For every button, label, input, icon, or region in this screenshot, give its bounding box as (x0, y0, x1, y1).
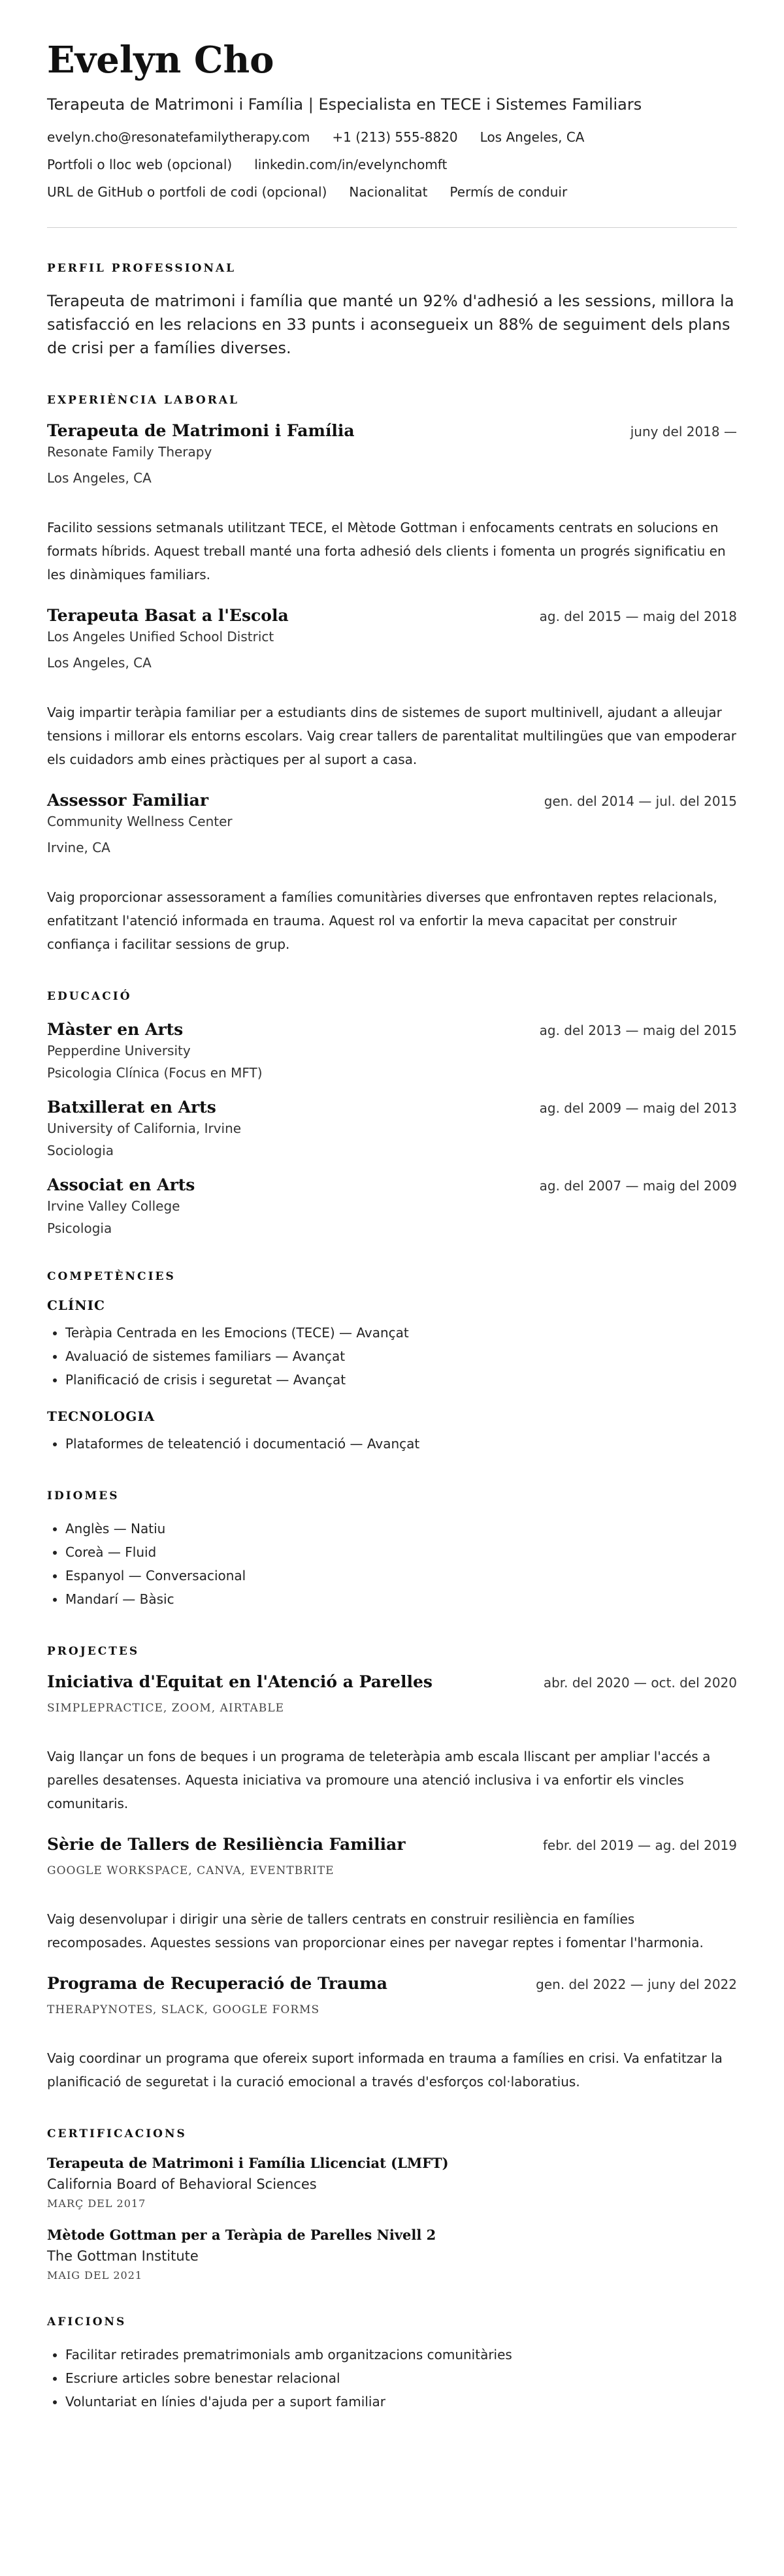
skill-item: • Avaluació de sistemes familiars — Avançat (65, 1344, 737, 1368)
headline: Terapeuta de Matrimoni i Família | Especialista en TECE i Sistemes Familiars (47, 95, 642, 114)
certifications-section (47, 2127, 737, 2282)
project-description: Vaig coordinar un programa que ofereix suport informada en trauma a famílies en crisi. Va enfatitzar la planificació de seguretat i la curació emocional a través d'esforços col·laboratius. (47, 2050, 723, 2090)
education-school: Irvine Valley College (47, 1198, 180, 1214)
project-name: Iniciativa d'Equitat en l'Atenció a Parelles (47, 1672, 433, 1691)
experience-description: Vaig proporcionar assessorament a famílies comunitàries diverses que enfrontaven reptes relacionals, enfatitzant l'atenció informada en trauma. Aquest rol va enfortir la meva capacitat per construir confiança i facilitar sessions de grup. (47, 889, 717, 952)
education-degree: Batxillerat en Arts (47, 1098, 216, 1117)
contact-row-3 (47, 184, 737, 200)
skill-group-clinical (47, 1297, 737, 1391)
header-divider (47, 227, 737, 228)
certifications-title: CERTIFICACIONS (47, 2127, 187, 2140)
experience-org: Los Angeles Unified School District (47, 629, 274, 644)
certification-date: MAIG DEL 2021 (47, 2269, 143, 2282)
skill-list (47, 1432, 737, 1455)
certification-date: MARÇ DEL 2017 (47, 2197, 146, 2210)
education-date: ag. del 2009 — maig del 2013 (539, 1100, 737, 1116)
certification-issuer: California Board of Behavioral Sciences (47, 2176, 317, 2192)
contact-driving-license: Permís de conduir (449, 184, 568, 200)
resume-header (47, 0, 737, 228)
languages-section (47, 1489, 737, 1611)
skill-item: • Teràpia Centrada en les Emocions (TECE) — Avançat (65, 1321, 737, 1344)
experience-entry (47, 606, 737, 771)
languages-title: IDIOMES (47, 1489, 120, 1503)
contact-location: Los Angeles, CA (480, 129, 585, 145)
experience-date: gen. del 2014 — jul. del 2015 (544, 793, 737, 809)
education-degree: Associat en Arts (47, 1175, 195, 1194)
skill-group-technology (47, 1408, 737, 1455)
project-tech: SIMPLEPRACTICE, ZOOM, AIRTABLE (47, 1702, 284, 1715)
project-entry (47, 1672, 737, 1815)
education-entry (47, 1175, 737, 1236)
experience-description: Vaig impartir teràpia familiar per a estudiants dins de sistemes de suport multinivell, ajudant a alleujar tensions i millorar els entorns escolars. Vaig crear tallers de parentalitat multilingües que van empoderar els cuidadors amb eines pràctiques per al suport a casa. (47, 705, 736, 767)
experience-location: Irvine, CA (47, 840, 110, 855)
skill-item: • Planificació de crisis i seguretat — Avançat (65, 1368, 737, 1391)
project-entry (47, 1835, 737, 1954)
experience-description: Facilito sessions setmanals utilitzant TECE, el Mètode Gottman i enfocaments centrats en solucions en formats híbrids. Aquest treball manté una forta adhesió dels clients i fomenta un progrés significatiu en les dinàmiques familiars. (47, 520, 726, 582)
experience-org: Resonate Family Therapy (47, 444, 212, 460)
education-field: Sociologia (47, 1143, 114, 1158)
language-list (47, 1517, 737, 1611)
contact-phone[interactable]: +1 (213) 555-8820 (332, 129, 458, 145)
language-item: • Anglès — Natiu (65, 1517, 737, 1540)
experience-date: juny del 2018 — (630, 424, 737, 439)
skill-group-title: CLÍNIC (47, 1297, 105, 1313)
experience-location: Los Angeles, CA (47, 655, 152, 671)
experience-entry (47, 791, 737, 956)
experience-role: Terapeuta de Matrimoni i Família (47, 421, 355, 440)
hobbies-title: AFICIONS (47, 2315, 127, 2329)
certification-entry (47, 2155, 737, 2210)
education-field: Psicologia Clínica (Focus en MFT) (47, 1065, 263, 1081)
contact-linkedin[interactable]: linkedin.com/in/evelynchomft (254, 157, 448, 172)
project-date: febr. del 2019 — ag. del 2019 (542, 1837, 737, 1853)
experience-title: EXPERIÈNCIA LABORAL (47, 394, 239, 407)
education-title: EDUCACIÓ (47, 990, 132, 1003)
experience-role: Assessor Familiar (47, 791, 209, 810)
project-date: gen. del 2022 — juny del 2022 (536, 1977, 737, 1992)
project-date: abr. del 2020 — oct. del 2020 (543, 1675, 737, 1691)
project-tech: THERAPYNOTES, SLACK, GOOGLE FORMS (47, 2003, 320, 2016)
contact-row-1 (47, 129, 737, 145)
project-description: Vaig desenvolupar i dirigir una sèrie de tallers centrats en construir resiliència en famílies recomposades. Aquestes sessions van proporcionar eines per navegar reptes i fomentar l'harmonia. (47, 1911, 704, 1950)
project-name: Programa de Recuperació de Trauma (47, 1974, 387, 1993)
project-description: Vaig llançar un fons de beques i un programa de teleteràpia amb escala lliscant per ampliar l'accés a parelles desatenses. Aquesta iniciativa va promoure una atenció inclusiva i va enfortir els vincles comunitaris. (47, 1749, 711, 1811)
education-date: ag. del 2013 — maig del 2015 (539, 1023, 737, 1038)
experience-section (47, 394, 737, 956)
contact-github[interactable]: URL de GitHub o portfoli de codi (opcional) (47, 184, 327, 200)
skills-title: COMPETÈNCIES (47, 1270, 176, 1283)
summary-title: PERFIL PROFESSIONAL (47, 262, 237, 275)
hobby-item: • Facilitar retirades prematrimonials amb organitzacions comunitàries (65, 2343, 737, 2366)
hobby-item: • Escriure articles sobre benestar relacional (65, 2366, 737, 2390)
language-item: • Mandarí — Bàsic (65, 1587, 737, 1611)
experience-entry (47, 421, 737, 586)
education-degree: Màster en Arts (47, 1020, 184, 1039)
summary-text: Terapeuta de matrimoni i família que manté un 92% d'adhesió a les sessions, millora la satisfacció en les relacions en 33 punts i aconsegueix un 88% de seguiment dels plans de crisi per a famílies diverses. (47, 292, 734, 357)
skill-group-title: TECNOLOGIA (47, 1408, 155, 1424)
education-date: ag. del 2007 — maig del 2009 (539, 1178, 737, 1194)
contact-portfolio[interactable]: Portfoli o lloc web (opcional) (47, 157, 233, 172)
contact-email[interactable]: evelyn.cho@resonatefamilytherapy.com (47, 129, 310, 145)
contact-nationality: Nacionalitat (349, 184, 428, 200)
hobbies-section (47, 2315, 737, 2413)
language-item: • Espanyol — Conversacional (65, 1564, 737, 1587)
projects-title: PROJECTES (47, 1645, 140, 1658)
language-item: • Coreà — Fluid (65, 1540, 737, 1564)
skills-section (47, 1270, 737, 1455)
education-field: Psicologia (47, 1220, 112, 1236)
experience-role: Terapeuta Basat a l'Escola (47, 606, 289, 625)
certification-name: Terapeuta de Matrimoni i Família Llicenciat (LMFT) (47, 2155, 449, 2171)
project-entry (47, 1974, 737, 2093)
projects-section (47, 1645, 737, 2093)
skill-list (47, 1321, 737, 1391)
hobby-item: • Voluntariat en línies d'ajuda per a suport familiar (65, 2390, 737, 2413)
certification-name: Mètode Gottman per a Teràpia de Parelles Nivell 2 (47, 2227, 436, 2243)
education-entry (47, 1098, 737, 1158)
education-school: Pepperdine University (47, 1043, 191, 1058)
hobby-list (47, 2343, 737, 2413)
project-name: Sèrie de Tallers de Resiliència Familiar (47, 1835, 406, 1854)
education-entry (47, 1020, 737, 1081)
contact-row-2 (47, 157, 737, 172)
summary-section (47, 262, 737, 360)
experience-org: Community Wellness Center (47, 814, 233, 829)
certification-entry (47, 2227, 737, 2282)
education-section (47, 990, 737, 1236)
experience-location: Los Angeles, CA (47, 470, 152, 486)
candidate-name: Evelyn Cho (47, 39, 274, 82)
certification-issuer: The Gottman Institute (47, 2248, 199, 2264)
education-school: University of California, Irvine (47, 1121, 242, 1136)
project-tech: GOOGLE WORKSPACE, CANVA, EVENTBRITE (47, 1864, 335, 1877)
skill-item: • Plataformes de teleatenció i documentació — Avançat (65, 1432, 737, 1455)
experience-date: ag. del 2015 — maig del 2018 (539, 609, 737, 624)
